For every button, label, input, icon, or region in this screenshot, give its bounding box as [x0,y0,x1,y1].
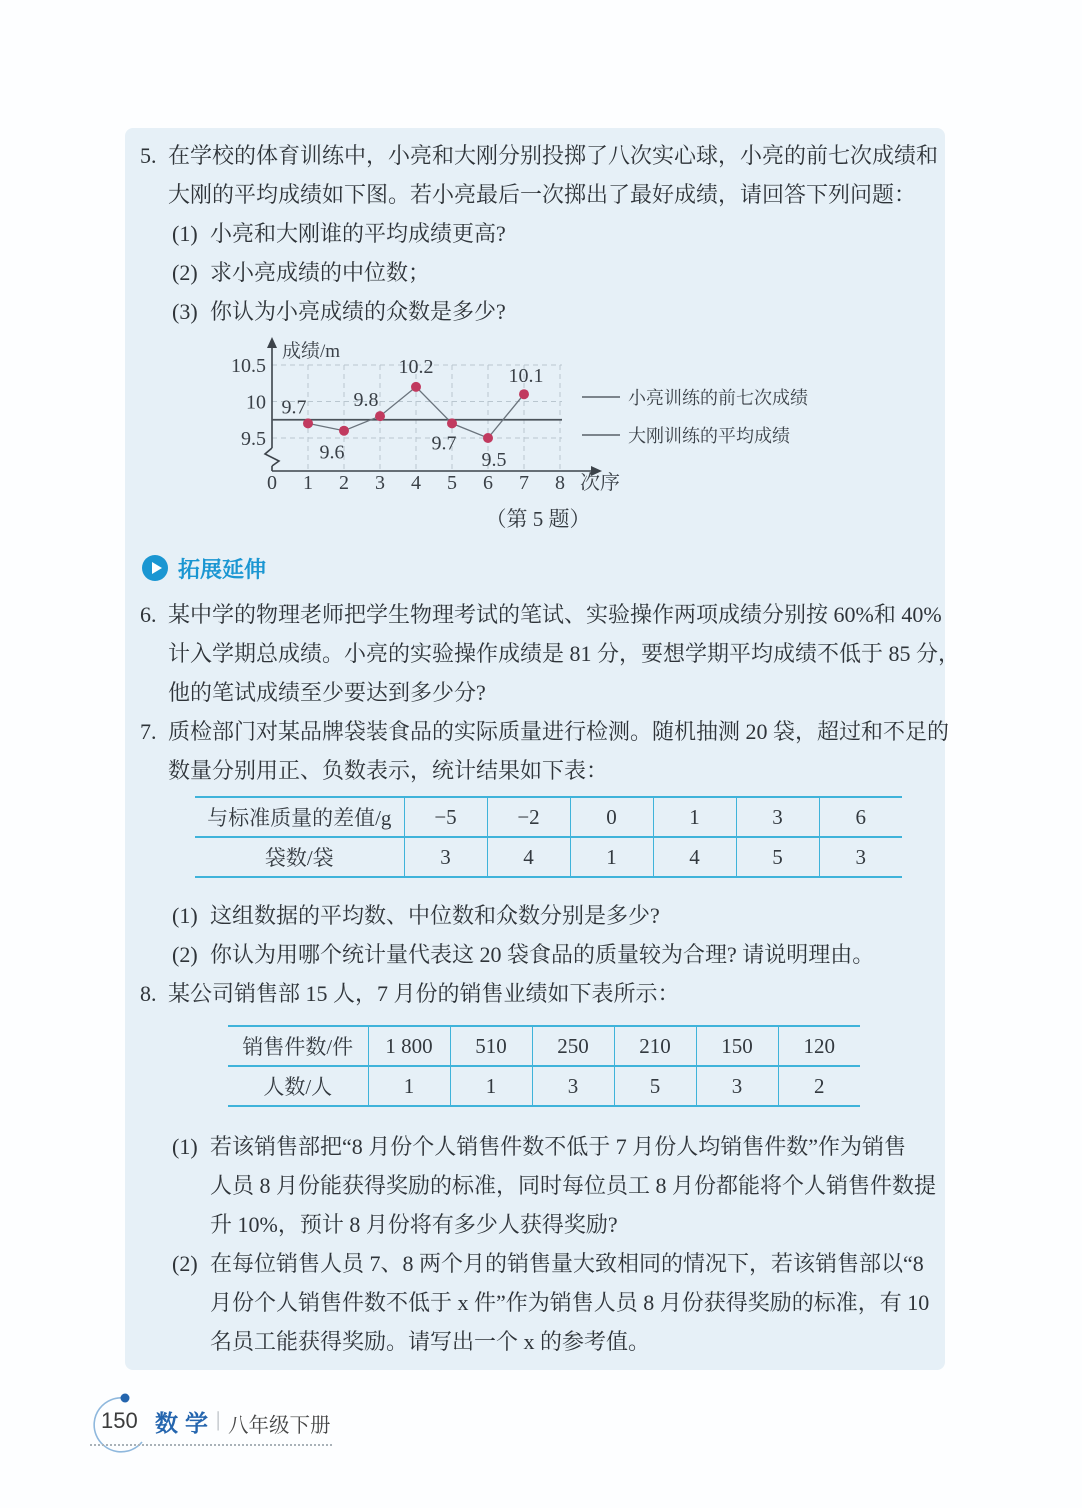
x-tick-label: 6 [483,472,493,494]
x-tick-label: 3 [375,472,385,494]
problem-7-text: 质检部门对某品牌袋装食品的实际质量进行检测。随机抽测 20 袋，超过和不足的 [168,719,950,744]
figure-problem-5 [230,335,886,535]
problem-7-line-2: 数量分别用正、负数表示，统计结果如下表： [168,758,609,783]
table-cell: 5 [614,1066,696,1106]
legend-entry-label: 大刚训练的平均成绩 [628,426,790,446]
table-cell: −2 [487,797,570,837]
table-row [195,797,902,837]
table-row [228,1026,860,1066]
table-cell: 3 [736,797,819,837]
footer-dot [121,1394,130,1403]
problem-5-line-1 [140,136,939,175]
data-point-label: 9.7 [281,396,307,419]
problem-8-number: 8. [140,981,157,1006]
footer-subject: 数学 [155,1411,215,1436]
table-cell: 0 [570,797,653,837]
subitem-line [140,1127,930,1166]
extension-section-title: 拓展延伸 [178,556,267,582]
table-cell: 1 800 [368,1026,450,1066]
problem-6-line-1 [140,595,942,634]
x-tick-label: 5 [447,472,457,494]
subitem-line: 升 10%，预计 8 月份将有多少人获得奖励? [210,1212,618,1237]
table-cell: 1 [450,1066,532,1106]
problem-8-line-1 [140,974,930,1013]
problem-7-subitem-1 [140,896,930,935]
table-cell: 510 [450,1026,532,1066]
x-tick-label: 7 [519,472,529,494]
footer-volume: 八年级下册 [228,1415,331,1437]
problem-5-subitem-3 [140,292,930,331]
table-cell: 3 [819,837,902,877]
table-header-cell: 销售件数/件 [228,1026,368,1066]
table-cell: 1 [570,837,653,877]
y-tick-label: 10 [246,391,266,414]
problem-8-text: 某公司销售部 15 人，7 月份的销售业绩如下表所示： [168,981,680,1006]
problem-8-subitem-1 [140,1127,937,1244]
table-row [228,1066,860,1106]
x-tick-label: 1 [303,472,313,494]
data-point-label: 9.6 [319,441,345,464]
sales-table [228,1025,860,1107]
table-cell: 1 [653,797,736,837]
data-point [447,418,457,428]
subitem-text: 你认为小亮成绩的众数是多少? [210,299,506,324]
problem-5-text: 在学校的体育训练中，小亮和大刚分别投掷了八次实心球，小亮的前七次成绩和 [168,143,939,168]
score-line-chart [230,335,886,503]
table-cell: 120 [778,1026,860,1066]
subitem-label: (2) [172,942,198,967]
table-header-cell: 人数/人 [263,1075,333,1099]
data-point [303,418,313,428]
problem-8 [140,974,937,1361]
table-cell: 6 [819,797,902,837]
data-point-label: 9.8 [353,389,379,412]
subitem-label: (1) [172,903,198,928]
quality-table [195,796,902,878]
y-axis-break [265,448,279,466]
x-tick-label: 4 [411,472,421,494]
subitem-line: 名员工能获得奖励。请写出一个 x 的参考值。 [210,1329,651,1354]
y-axis-title: 成绩/m [282,341,341,362]
y-axis-arrow [267,337,277,348]
problem-5-subitem-1 [140,214,930,253]
table-row [195,837,902,877]
subitem-text: 若该销售部把“8 月份个人销售件数不低于 7 月份人均销售件数”作为销售 [210,1134,907,1159]
x-tick-label: 2 [339,472,349,494]
data-point [411,382,421,392]
content-panel [125,128,961,1370]
data-point-label: 10.1 [508,365,544,388]
table-cell: −5 [404,797,487,837]
table-cell: 150 [696,1026,778,1066]
subitem-label: (1) [172,221,198,246]
problem-6-line-2: 计入学期总成绩。小亮的实验操作成绩是 81 分，要想学期平均成绩不低于 85 分， [168,641,961,666]
y-tick-label: 10.5 [231,355,266,377]
play-icon [142,555,168,581]
problem-5-subitem-2 [140,253,930,292]
table-cell: 2 [778,1066,860,1106]
subitem-text: 你认为用哪个统计量代表这 20 袋食品的质量较为合理? 请说明理由。 [210,942,875,967]
table-cell: 3 [404,837,487,877]
subitem-label: (3) [172,299,198,324]
table-cell: 210 [614,1026,696,1066]
subitem-line: 人员 8 月份能获得奖励的标准，同时每位员工 8 月份都能将个人销售件数提 [210,1173,937,1198]
footer-page-number: 150 [101,1408,138,1433]
x-tick-label: 8 [555,472,565,494]
problem-7-subitem-2 [140,935,930,974]
problem-7-number: 7. [140,719,157,744]
legend-entry-label: 小亮训练的前七次成绩 [628,388,808,408]
x-tick-label: 0 [267,472,277,494]
figure-caption: （第 5 题） [485,507,591,531]
problem-7-line-1 [140,712,950,751]
subitem-text: 小亮和大刚谁的平均成绩更高? [210,221,506,246]
subitem-text: 在每位销售人员 7、8 两个月的销售量大致相同的情况下，若该销售部以“8 [210,1251,924,1276]
subitem-text: 这组数据的平均数、中位数和众数分别是多少? [210,903,660,928]
footer-separator: | [216,1407,221,1431]
table-cell: 4 [487,837,570,877]
problem-5 [140,136,939,331]
table-cell: 5 [736,837,819,877]
problem-6 [140,595,961,712]
subitem-label: (2) [172,1251,198,1276]
problem-6-number: 6. [140,602,157,627]
page-footer [0,1388,420,1458]
table-cell: 3 [532,1066,614,1106]
data-point [375,411,385,421]
problem-5-line-2: 大刚的平均成绩如下图。若小亮最后一次掷出了最好成绩，请回答下列问题： [168,182,917,207]
data-point [339,426,349,436]
data-point-label: 9.7 [431,432,457,455]
subitem-text: 求小亮成绩的中位数； [210,260,431,285]
subitem-label: (1) [172,1134,198,1159]
table-header-cell: 与标准质量的差值/g [195,797,404,837]
table-cell: 3 [696,1066,778,1106]
table-cell: 250 [532,1026,614,1066]
problem-5-number: 5. [140,143,157,168]
table-header-cell: 袋数/袋 [264,846,334,870]
data-point [519,389,529,399]
x-axis-title: 次序 [580,472,620,494]
subitem-label: (2) [172,260,198,285]
problem-8-subitem-2 [140,1244,930,1361]
problem-6-line-3: 他的笔试成绩至少要达到多少分? [168,680,486,705]
data-point-label: 9.5 [481,449,507,471]
data-point [483,433,493,443]
table-cell: 1 [368,1066,450,1106]
data-point-label: 10.2 [398,355,434,378]
subitem-line [140,1244,930,1283]
y-tick-label: 9.5 [241,428,266,450]
table-cell: 4 [653,837,736,877]
footer-dashed-line [90,1444,332,1446]
extension-section-header [142,555,930,581]
problem-7 [140,712,950,974]
subitem-line: 月份个人销售件数不低于 x 件”作为销售人员 8 月份获得奖励的标准，有 10 [210,1290,930,1315]
problem-6-text: 某中学的物理老师把学生物理考试的笔试、实验操作两项成绩分别按 60%和 40% [168,602,942,627]
